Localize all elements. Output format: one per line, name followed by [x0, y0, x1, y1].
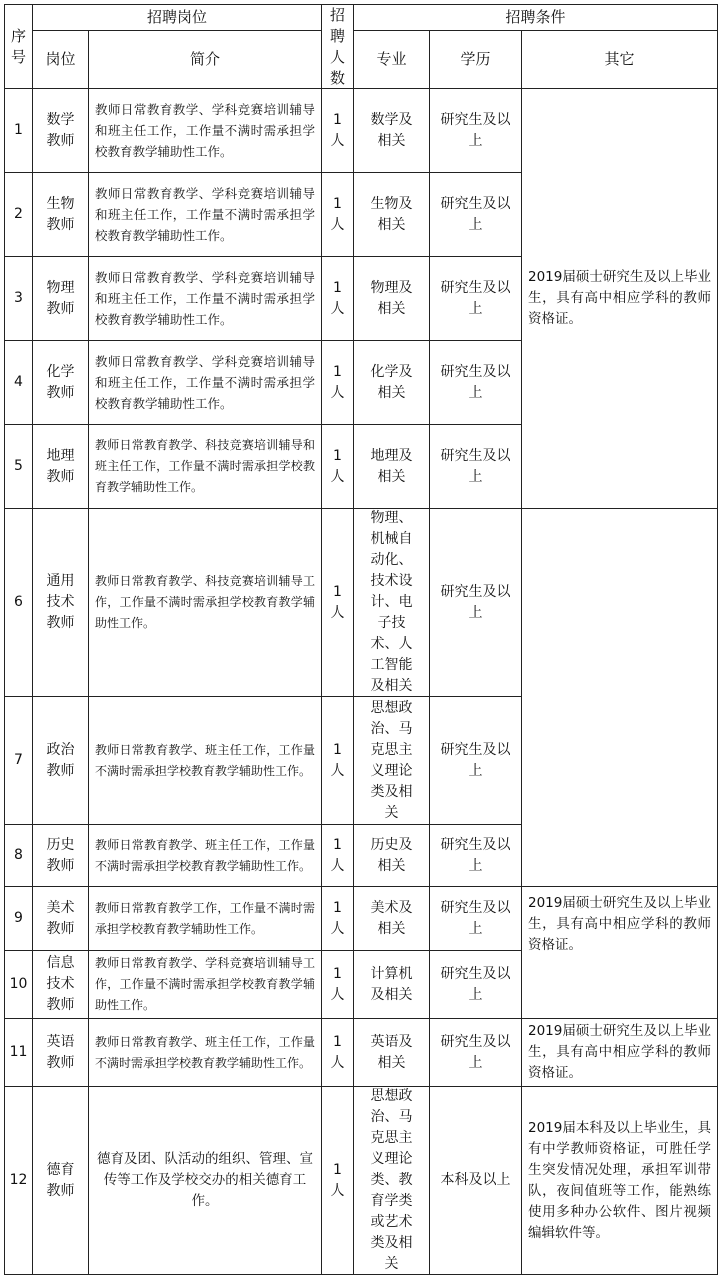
- row-4-major-text: 化学及相关: [370, 363, 413, 401]
- row-11-position-text: 英语教师: [46, 1033, 75, 1071]
- row-1-education-text: 研究生及以上: [440, 111, 511, 149]
- other-block-a: [521, 88, 718, 509]
- row-6-count: [321, 508, 354, 697]
- row-7-education-text: 研究生及以上: [440, 741, 511, 779]
- row-5-intro-text: 教师日常教育教学、科技竞赛培训辅导和班主任工作，工作量不满时需承担学校教育教学辅助性工作。: [95, 438, 315, 494]
- row-5-intro: [88, 424, 322, 509]
- row-3-major-text: 物理及相关: [370, 279, 413, 317]
- row-5-position: [32, 424, 89, 509]
- row-4-major: [353, 340, 430, 425]
- row-3-count-text: 1人: [330, 279, 345, 317]
- row-7-intro-text: 教师日常教育教学、班主任工作，工作量不满时需承担学校教育教学辅助性工作。: [95, 742, 315, 778]
- other-block-c: [521, 1018, 718, 1087]
- other-block-b-text: 2019届硕士研究生及以上毕业生，具有高中相应学科的教师资格证。: [528, 895, 711, 953]
- row-7-count-text: 1人: [330, 741, 345, 779]
- header-intro-text: 简介: [189, 50, 220, 68]
- row-8-no: [4, 824, 33, 887]
- header-seq-text: 序号: [11, 26, 27, 66]
- row-8-major: [353, 824, 430, 887]
- other-block-b: [521, 886, 718, 1019]
- row-1-intro-text: 教师日常教育教学、学科竞赛培训辅导和班主任工作，工作量不满时需承担学校教育教学辅助性工作。: [95, 102, 315, 159]
- row-8-count-text: 1人: [330, 836, 345, 874]
- row-9-count: [321, 886, 354, 951]
- row-6-intro-text: 教师日常教育教学、科技竞赛培训辅导工作，工作量不满时需承担学校教育教学辅助性工作。: [95, 574, 315, 630]
- row-8-education-text: 研究生及以上: [440, 836, 511, 874]
- header-education-text: 学历: [460, 50, 491, 68]
- row-11-no: [4, 1018, 33, 1087]
- row-12-major-text: 思想政治、马克思主义理论类、教育学类或艺术类及相关: [370, 1088, 413, 1272]
- row-12-position-text: 德育教师: [46, 1161, 75, 1199]
- header-count: [321, 4, 354, 89]
- row-4-position: [32, 340, 89, 425]
- header-intro: [88, 30, 322, 89]
- row-4-intro-text: 教师日常教育教学、学科竞赛培训辅导和班主任工作，工作量不满时需承担学校教育教学辅助性工作。: [95, 354, 315, 411]
- row-10-count: [321, 950, 354, 1019]
- row-8-intro-text: 教师日常教育教学、班主任工作，工作量不满时需承担学校教育教学辅助性工作。: [95, 837, 315, 873]
- row-10-education: [429, 950, 522, 1019]
- row-9-major: [353, 886, 430, 951]
- row-2-major: [353, 172, 430, 257]
- row-11-no-text: 11: [9, 1044, 28, 1060]
- row-9-intro-text: 教师日常教育教学工作，工作量不满时需承担学校教育教学辅助性工作。: [95, 900, 315, 936]
- row-6-no: [4, 508, 33, 697]
- header-group-conditions-text: 招聘条件: [505, 8, 566, 26]
- row-1-major-text: 数学及相关: [370, 111, 413, 149]
- row-9-education: [429, 886, 522, 951]
- row-2-education-text: 研究生及以上: [440, 195, 511, 233]
- row-12-major: [353, 1086, 430, 1275]
- row-11-major-text: 英语及相关: [370, 1033, 413, 1071]
- header-other: [521, 30, 718, 89]
- row-3-intro: [88, 256, 322, 341]
- row-12-no-text: 12: [9, 1172, 28, 1188]
- row-11-education-text: 研究生及以上: [440, 1033, 511, 1071]
- other-block-blank: [521, 508, 718, 887]
- row-1-major: [353, 88, 430, 173]
- row-10-education-text: 研究生及以上: [440, 965, 511, 1003]
- row-9-no-text: 9: [14, 910, 23, 926]
- other-block-d: [521, 1086, 718, 1275]
- row-11-count: [321, 1018, 354, 1087]
- row-6-major-text: 物理、机械自动化、技术设计、电子技术、人工智能及相关: [370, 510, 413, 694]
- row-5-education: [429, 424, 522, 509]
- row-1-count-text: 1人: [330, 111, 345, 149]
- row-12-education-text: 本科及以上: [440, 1172, 511, 1188]
- row-7-position: [32, 696, 89, 825]
- row-3-position: [32, 256, 89, 341]
- row-6-count-text: 1人: [330, 583, 345, 621]
- row-6-position: [32, 508, 89, 697]
- row-10-major-text: 计算机及相关: [370, 965, 413, 1003]
- row-8-position-text: 历史教师: [46, 836, 75, 874]
- row-12-count: [321, 1086, 354, 1275]
- row-8-intro: [88, 824, 322, 887]
- row-10-major: [353, 950, 430, 1019]
- row-7-count: [321, 696, 354, 825]
- row-3-count: [321, 256, 354, 341]
- header-education: [429, 30, 522, 89]
- row-9-intro: [88, 886, 322, 951]
- row-12-education: [429, 1086, 522, 1275]
- row-7-major: [353, 696, 430, 825]
- row-8-position: [32, 824, 89, 887]
- header-position-text: 岗位: [45, 50, 76, 68]
- row-1-intro: [88, 88, 322, 173]
- row-11-intro-text: 教师日常教育教学、班主任工作，工作量不满时需承担学校教育教学辅助性工作。: [95, 1034, 315, 1070]
- row-4-education: [429, 340, 522, 425]
- row-11-education: [429, 1018, 522, 1087]
- row-2-education: [429, 172, 522, 257]
- row-2-count-text: 1人: [330, 195, 345, 233]
- row-3-education-text: 研究生及以上: [440, 279, 511, 317]
- row-9-position-text: 美术教师: [46, 899, 75, 937]
- row-4-intro: [88, 340, 322, 425]
- row-2-position: [32, 172, 89, 257]
- row-5-position-text: 地理教师: [46, 447, 75, 485]
- row-2-position-text: 生物教师: [46, 195, 75, 233]
- row-5-no-text: 5: [14, 458, 23, 474]
- row-3-position-text: 物理教师: [46, 279, 75, 317]
- row-12-intro-text: 德育及团、队活动的组织、管理、宣传等工作及学校交办的相关德育工作。: [97, 1151, 313, 1209]
- row-7-major-text: 思想政治、马克思主义理论类及相关: [370, 699, 413, 821]
- row-10-position-text: 信息技术教师: [46, 955, 75, 1013]
- row-10-count-text: 1人: [330, 965, 345, 1003]
- row-4-no-text: 4: [14, 374, 23, 390]
- header-other-text: 其它: [604, 50, 635, 68]
- row-7-position-text: 政治教师: [46, 741, 75, 779]
- other-block-d-text: 2019届本科及以上毕业生，具有中学教师资格证，可胜任学生突发情况处理，承担军训带队，夜间值班等工作，能熟练使用多种办公软件、图片视频编辑软件等。: [528, 1119, 711, 1241]
- row-6-intro: [88, 508, 322, 697]
- row-2-intro: [88, 172, 322, 257]
- row-10-no-text: 10: [9, 976, 28, 992]
- row-9-no: [4, 886, 33, 951]
- header-group-position-text: 招聘岗位: [146, 8, 207, 26]
- row-10-position: [32, 950, 89, 1019]
- row-1-no: [4, 88, 33, 173]
- row-6-major: [353, 508, 430, 697]
- row-9-major-text: 美术及相关: [370, 899, 413, 937]
- row-9-position: [32, 886, 89, 951]
- row-8-education: [429, 824, 522, 887]
- row-6-no-text: 6: [14, 594, 23, 610]
- row-11-count-text: 1人: [330, 1033, 345, 1071]
- header-position: [32, 30, 89, 89]
- row-2-count: [321, 172, 354, 257]
- row-8-count: [321, 824, 354, 887]
- row-8-major-text: 历史及相关: [370, 836, 413, 874]
- row-5-major: [353, 424, 430, 509]
- header-major: [353, 30, 430, 89]
- row-1-education: [429, 88, 522, 173]
- row-3-no: [4, 256, 33, 341]
- row-5-major-text: 地理及相关: [370, 447, 413, 485]
- row-5-count-text: 1人: [330, 447, 345, 485]
- row-1-position-text: 数学教师: [46, 111, 75, 149]
- row-8-no-text: 8: [14, 847, 23, 863]
- row-6-education-text: 研究生及以上: [440, 583, 511, 621]
- row-10-no: [4, 950, 33, 1019]
- row-3-no-text: 3: [14, 290, 23, 306]
- row-5-education-text: 研究生及以上: [440, 447, 511, 485]
- row-4-position-text: 化学教师: [46, 363, 75, 401]
- row-7-education: [429, 696, 522, 825]
- row-9-count-text: 1人: [330, 899, 345, 937]
- row-3-education: [429, 256, 522, 341]
- header-group-conditions: [353, 4, 718, 31]
- row-11-position: [32, 1018, 89, 1087]
- row-7-no-text: 7: [14, 752, 23, 768]
- row-11-intro: [88, 1018, 322, 1087]
- header-group-position: [32, 4, 322, 31]
- row-1-no-text: 1: [14, 122, 23, 138]
- row-11-major: [353, 1018, 430, 1087]
- header-major-text: 专业: [376, 50, 407, 68]
- row-4-education-text: 研究生及以上: [440, 363, 511, 401]
- row-1-count: [321, 88, 354, 173]
- row-12-count-text: 1人: [330, 1161, 345, 1199]
- header-seq: [4, 4, 33, 89]
- row-2-major-text: 生物及相关: [370, 195, 413, 233]
- row-3-intro-text: 教师日常教育教学、学科竞赛培训辅导和班主任工作，工作量不满时需承担学校教育教学辅助性工作。: [95, 270, 315, 327]
- row-6-position-text: 通用技术教师: [46, 573, 75, 631]
- row-5-no: [4, 424, 33, 509]
- row-12-position: [32, 1086, 89, 1275]
- row-2-intro-text: 教师日常教育教学、学科竞赛培训辅导和班主任工作，工作量不满时需承担学校教育教学辅助性工作。: [95, 186, 315, 243]
- header-count-text: 招聘人数: [329, 5, 345, 87]
- row-2-no-text: 2: [14, 206, 23, 222]
- row-2-no: [4, 172, 33, 257]
- other-block-a-text: 2019届硕士研究生及以上毕业生，具有高中相应学科的教师资格证。: [528, 269, 711, 327]
- row-1-position: [32, 88, 89, 173]
- row-7-no: [4, 696, 33, 825]
- row-9-education-text: 研究生及以上: [440, 899, 511, 937]
- row-4-count-text: 1人: [330, 363, 345, 401]
- row-10-intro-text: 教师日常教育教学、学科竞赛培训辅导工作，工作量不满时需承担学校教育教学辅助性工作。: [95, 956, 315, 1012]
- row-10-intro: [88, 950, 322, 1019]
- row-4-count: [321, 340, 354, 425]
- row-12-no: [4, 1086, 33, 1275]
- row-6-education: [429, 508, 522, 697]
- row-7-intro: [88, 696, 322, 825]
- other-block-c-text: 2019届硕士研究生及以上毕业生，具有高中相应学科的教师资格证。: [528, 1023, 711, 1081]
- row-3-major: [353, 256, 430, 341]
- row-4-no: [4, 340, 33, 425]
- row-12-intro: [88, 1086, 322, 1275]
- row-5-count: [321, 424, 354, 509]
